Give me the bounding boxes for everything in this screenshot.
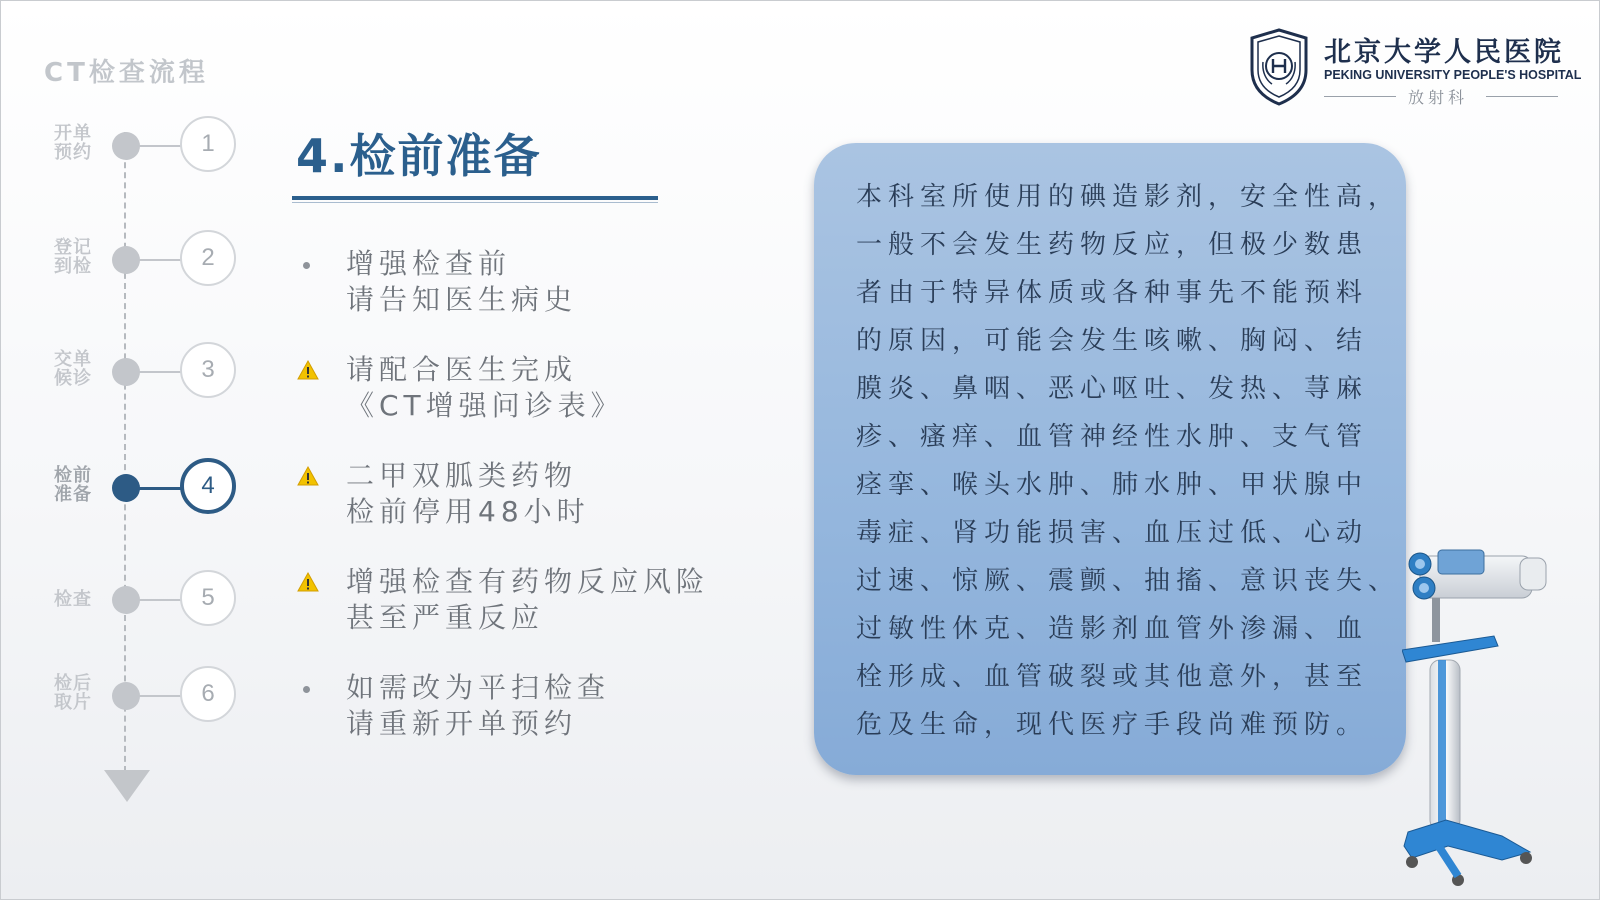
step-number: 4 <box>180 458 236 514</box>
risk-info-panel <box>814 143 1406 775</box>
warning-icon <box>296 570 320 594</box>
step-label: 检查 <box>54 589 92 610</box>
risk-info-text: 本科室所使用的碘造影剂，安全性高， 一般不会发生药物反应，但极少数患 者由于特异体质或各种事先不能预料 的原因，可能会发生咳嗽、胸闷、结 膜炎、鼻咽、恶心呕吐、发热、荨麻 疹、瘙痒、血管神经性水肿、支气管 痉挛、喉头水肿、肺水肿、甲状腺中 毒症、肾功能损害、血压过低、心动 过速、惊厥、震颤、抽搐、意识丧失、 过敏性休克、造影剂血管外渗漏、血 栓形成、血管破裂或其他意外，甚至 危及生命，现代医疗手段尚难预防。 <box>856 182 1401 740</box>
dept-divider-left <box>1324 96 1396 97</box>
warning-icon <box>296 464 320 488</box>
step-number: 1 <box>180 116 236 172</box>
step-label: 检前准备 <box>54 465 92 505</box>
timeline-step-6 <box>0 666 260 726</box>
step-dot <box>112 474 140 502</box>
hospital-name-en: PEKING UNIVERSITY PEOPLE'S HOSPITAL <box>1324 68 1582 82</box>
step-connector <box>138 145 182 147</box>
step-label: 登记到检 <box>54 237 92 277</box>
step-label: 检后取片 <box>54 673 92 713</box>
timeline-arrow-icon <box>104 770 150 802</box>
step-connector <box>138 695 182 697</box>
timeline-step-3 <box>0 342 260 402</box>
hospital-seal-icon <box>1248 28 1310 106</box>
hospital-name-cn: 北京大学人民医院 <box>1324 37 1564 68</box>
step-number: 3 <box>180 342 236 398</box>
step-dot <box>112 132 140 160</box>
step-label: 交单候诊 <box>54 349 92 389</box>
step-number: 6 <box>180 666 236 722</box>
bullet-text: 增强检查有药物反应风险 甚至严重反应 <box>346 565 710 634</box>
step-number: 2 <box>180 230 236 286</box>
hospital-logo <box>1248 28 1582 108</box>
section-label: CT检查流程 <box>44 58 209 88</box>
warning-icon <box>296 358 320 382</box>
timeline-step-5 <box>0 570 260 630</box>
step-dot <box>112 682 140 710</box>
step-number: 5 <box>180 570 236 626</box>
timeline-step-1 <box>0 116 260 176</box>
step-dot <box>112 586 140 614</box>
step-dot <box>112 358 140 386</box>
step-connector <box>138 259 182 261</box>
step-connector <box>138 487 182 490</box>
page-title: 4.检前准备 <box>296 129 542 183</box>
timeline-step-2 <box>0 230 260 290</box>
bullet-text: 如需改为平扫检查 请重新开单预约 <box>346 671 611 740</box>
step-connector <box>138 599 182 601</box>
dept-divider-right <box>1486 96 1558 97</box>
step-connector <box>138 371 182 373</box>
bullet-dot-icon <box>303 686 310 693</box>
title-underline <box>292 196 658 200</box>
bullet-text: 二甲双胍类药物 检前停用48小时 <box>346 459 590 528</box>
bullet-dot-icon <box>303 262 310 269</box>
step-dot <box>112 246 140 274</box>
contrast-injector-image <box>1402 540 1572 890</box>
timeline-step-4 <box>0 458 260 518</box>
bullet-text: 增强检查前 请告知医生病史 <box>346 247 578 316</box>
department-label: 放射科 <box>1408 88 1469 107</box>
step-label: 开单预约 <box>54 123 92 163</box>
bullet-text: 请配合医生完成 《CT增强问诊表》 <box>346 353 624 422</box>
